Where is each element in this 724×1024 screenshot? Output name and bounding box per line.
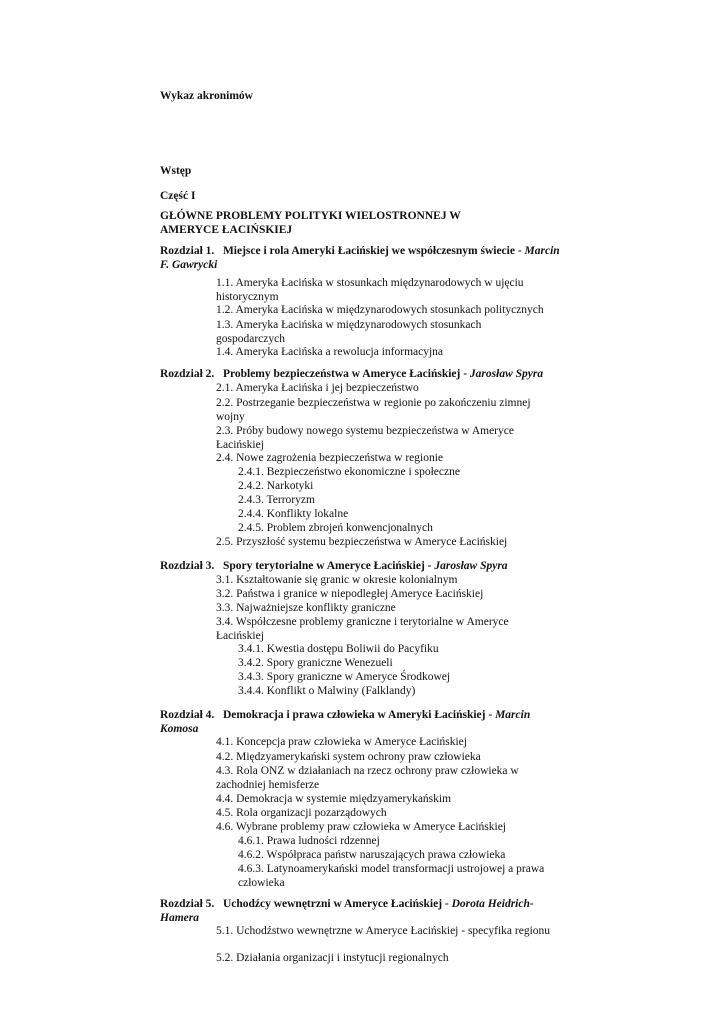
chapter-title: Uchodźcy wewnętrzni w Ameryce Łacińskiej -	[222, 898, 452, 910]
toc-subentry: 3.4.2. Spory graniczne Wenezueli	[238, 657, 393, 669]
chapter-title: Spory terytorialne w Ameryce Łacińskiej -	[222, 560, 435, 572]
toc-subentry: 3.4.4. Konflikt o Malwiny (Falklandy)	[238, 685, 416, 697]
chapter-label: Rozdział 1.	[160, 245, 215, 257]
chapter-author: Jarosław Spyra	[469, 368, 544, 380]
toc-entry: 1.3. Ameryka Łacińska w międzynarodowych stosunkach gospodarczych	[216, 319, 482, 345]
toc-subentry: 4.6.2. Współpraca państw naruszających prawa człowieka	[238, 849, 506, 861]
toc-entry: 3.4. Współczesne problemy graniczne i terytorialne w Ameryce Łacińskiej	[216, 616, 509, 642]
chapter-2-heading	[160, 367, 565, 381]
chapter-author: Marcin F. Gawrycki	[160, 245, 560, 271]
chapter-4-heading	[160, 708, 565, 736]
toc-entry: 4.6. Wybrane problemy praw człowieka w Ameryce Łacińskiej	[216, 821, 507, 833]
toc-entry: 1.1. Ameryka Łacińska w stosunkach międzynarodowych w ujęciu historycznym	[216, 277, 524, 303]
toc-entry: 2.1. Ameryka Łacińska i jej bezpieczeństwo	[216, 382, 419, 394]
toc-subentry: 3.4.3. Spory graniczne w Ameryce Środkowej	[238, 671, 451, 683]
toc-subentry: 3.4.1. Kwestia dostępu Boliwii do Pacyfiku	[238, 643, 439, 655]
toc-entry: 5.2. Działania organizacji i instytucji regionalnych	[216, 952, 449, 964]
toc-entry: 1.2. Ameryka Łacińska w międzynarodowych stosunkach politycznych	[216, 304, 544, 316]
toc-entry: 3.2. Państwa i granice w niepodległej Ameryce Łacińskiej	[216, 588, 484, 600]
toc-subentry: 2.4.4. Konflikty lokalne	[238, 508, 349, 520]
toc-subentry: 2.4.3. Terroryzm	[238, 494, 315, 506]
part-title: GŁÓWNE PROBLEMY POLITYKI WIELOSTRONNEJ W AMERYCE ŁACIŃSKIEJ	[160, 210, 461, 236]
toc-entry: 4.1. Koncepcja praw człowieka w Ameryce Łacińskiej	[216, 736, 467, 748]
chapter-author: Jarosław Spyra	[434, 560, 508, 572]
acronyms-heading: Wykaz akronimów	[160, 90, 253, 102]
toc-entry: 3.3. Najważniejsze konflikty graniczne	[216, 602, 396, 614]
toc-subentry: 2.4.1. Bezpieczeństwo ekonomiczne i społeczne	[238, 466, 460, 478]
chapter-author: Dorota Heidrich-Hamera	[160, 898, 534, 924]
chapter-5-heading	[160, 897, 565, 925]
toc-entry: 2.3. Próby budowy nowego systemu bezpieczeństwa w Ameryce Łacińskiej	[216, 425, 514, 451]
chapter-label: Rozdział 3.	[160, 560, 215, 572]
intro-heading: Wstęp	[160, 165, 192, 177]
chapter-title: Problemy bezpieczeństwa w Ameryce Łacińskiej -	[222, 368, 470, 380]
chapter-label: Rozdział 2.	[160, 368, 215, 380]
chapter-title: Demokracja i prawa człowieka w Ameryki Łacińskiej -	[222, 709, 496, 721]
toc-entry: 5.1. Uchodźstwo wewnętrzne w Ameryce Łacińskiej - specyfika regionu	[216, 925, 551, 937]
chapter-3-heading	[160, 559, 565, 573]
chapter-label: Rozdział 4.	[160, 709, 215, 721]
toc-entry: 2.5. Przyszłość systemu bezpieczeństwa w Ameryce Łacińskiej	[216, 536, 508, 548]
toc-entry: 3.1. Kształtowanie się granic w okresie kolonialnym	[216, 574, 458, 586]
part-heading: Część I	[160, 190, 196, 202]
toc-entry: 4.4. Demokracja w systemie międzyamerykańskim	[216, 793, 452, 805]
toc-entry: 4.3. Rola ONZ w działaniach na rzecz ochrony praw człowieka w zachodniej hemisferze	[216, 765, 519, 791]
toc-entry: 1.4. Ameryka Łacińska a rewolucja informacyjna	[216, 346, 444, 358]
toc-entry: 4.2. Międzyamerykański system ochrony praw człowieka	[216, 751, 481, 763]
toc-entry: 2.4. Nowe zagrożenia bezpieczeństwa w regionie	[216, 452, 444, 464]
toc-entry: 2.2. Postrzeganie bezpieczeństwa w regionie po zakończeniu zimnej wojny	[216, 397, 531, 423]
toc-subentry: 4.6.3. Latynoamerykański model transformacji ustrojowej a prawa człowieka	[238, 863, 545, 889]
chapter-author: Marcin Komosa	[160, 709, 531, 735]
chapter-1-heading	[160, 244, 565, 272]
toc-subentry: 4.6.1. Prawa ludności rdzennej	[238, 835, 380, 847]
chapter-label: Rozdział 5.	[160, 898, 215, 910]
toc-entry: 4.5. Rola organizacji pozarządowych	[216, 807, 387, 819]
chapter-title: Miejsce i rola Ameryki Łacińskiej we współczesnym świecie -	[222, 245, 525, 257]
toc-subentry: 2.4.5. Problem zbrojeń konwencjonalnych	[238, 522, 433, 534]
toc-subentry: 2.4.2. Narkotyki	[238, 480, 314, 492]
